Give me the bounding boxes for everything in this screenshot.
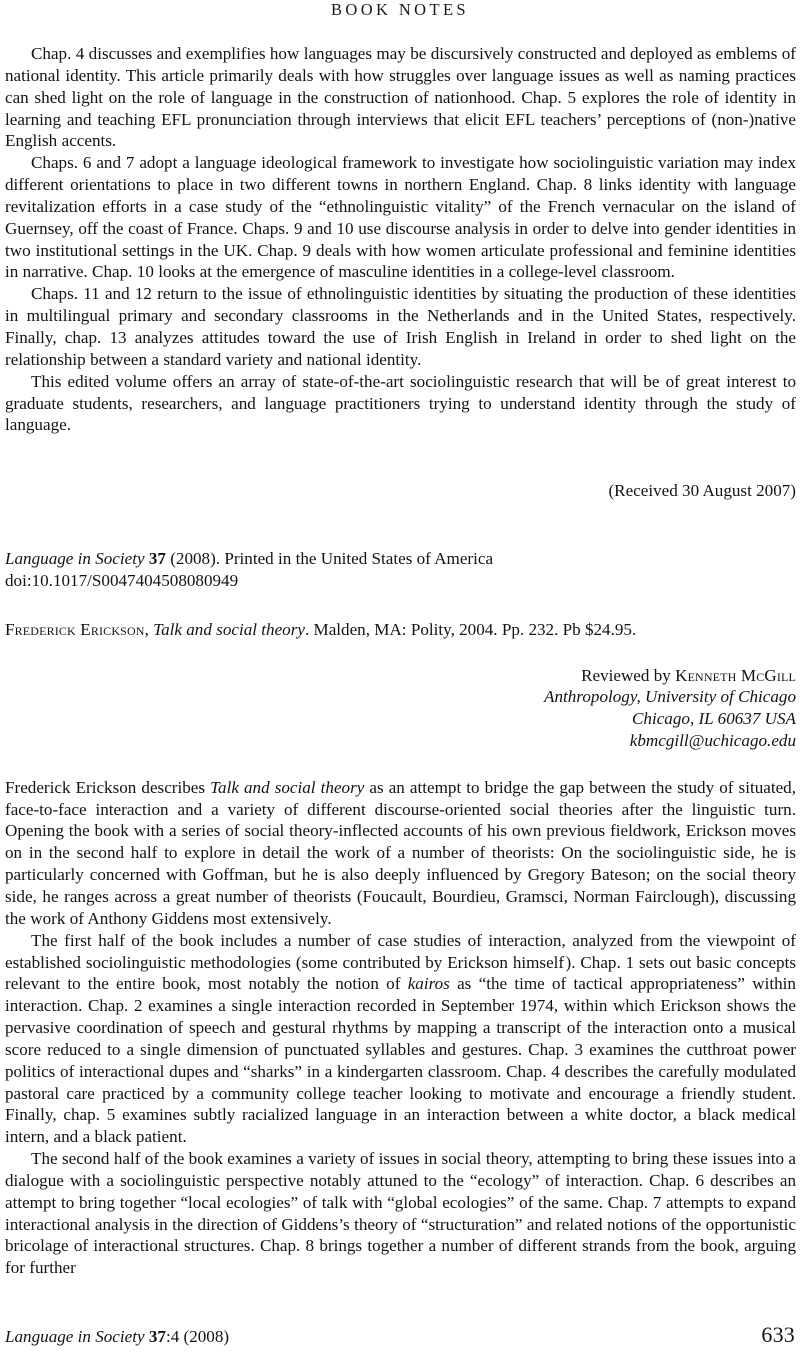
journal-printed-info: (2008). Printed in the United States of America xyxy=(165,549,494,569)
reviewer-block xyxy=(5,665,796,752)
book-notes-paragraph: Chaps. 11 and 12 return to the issue of ethnolinguistic identities by situating the production of these identities in multilingual primary and secondary classrooms in the Netherlands and in the United States, respectively. Finally, chap. 13 analyzes attitudes toward the use of Irish English in Ireland in order to shed light on the relationship between a standard variety and national identity. xyxy=(5,284,796,369)
reviewer-email: kbmcgill@uchicago.edu xyxy=(629,730,796,750)
text-column xyxy=(5,43,796,1279)
running-head: BOOK NOTES xyxy=(330,0,470,19)
page-number: 633 xyxy=(761,1322,795,1347)
journal-title: Language in Society xyxy=(5,549,145,569)
footer-volume: 37 xyxy=(148,1327,166,1346)
review-text-segment: as an attempt to bridge the gap between the study of situated, face-to-face interaction and a variety of different discourse-oriented social theories after the linguistic turn. Opening the book with a series of social theory-inflected accounts of his own previous fieldwork, Erickson moves on in the second half to explore in detail the work of a number of theorists: On the sociolinguistic side, he is particularly concerned with Goffman, but he is also deeply influenced by Gregory Bateson; on the social theory side, he ranges across a great number of theorists (Foucault, Bourdieu, Gramsci, Norman Fairclough), discussing the work of Anthony Giddens most extensively. xyxy=(5,777,796,928)
book-notes-paragraph: Chaps. 6 and 7 adopt a language ideological framework to investigate how sociolinguistic variation may index different orientations to place in two different towns in northern England. Chap. 8 links identity with language revitalization efforts in a case study of the “ethnolinguistic vitality” of the French vernacular on the island of Guernsey, off the coast of France. Chaps. 9 and 10 use discourse analysis in order to delve into gender identities in two institutional settings in the UK. Chap. 9 deals with how women articulate professional and feminine identities in narrative. Chap. 10 looks at the emergence of masculine identities in a college-level classroom. xyxy=(5,153,796,282)
book-title-mention: Talk and social theory xyxy=(210,777,365,797)
footer-issue-year: :4 (2008) xyxy=(165,1327,230,1346)
received-date: (Received 30 August 2007) xyxy=(608,481,796,501)
review-paragraph: The second half of the book examines a variety of issues in social theory, attempting to bring these issues into a dialogue with a sociolinguistic perspective notably attuned to the “ecology” of interaction. Chap. 6 describes an attempt to bring together “local ecologies” of talk with “global ecologies” of the same. Chap. 7 attempts to expand interactional analysis in the direction of Giddens’s theory of “structuration” and related notions of the opportunistic bricolage of interactional structures. Chap. 8 brings together a number of different strands from the book, arguing for further xyxy=(5,1149,796,1278)
doi-line: doi:10.1017/S0047404508080949 xyxy=(5,570,239,590)
book-author: Frederick Erickson xyxy=(5,619,145,639)
reviewed-by-label: Reviewed by xyxy=(581,665,676,685)
page-footer xyxy=(5,1324,795,1347)
spacer xyxy=(5,436,796,480)
review-text-segment: The first half of the book includes a number of case studies of interaction, analyzed from the viewpoint of established sociolinguistic methodologies (some contributed by Erickson himself ). Chap. 1 sets out basic concepts relevant to the entire book, most notably the notion of xyxy=(5,930,796,994)
review-body xyxy=(5,777,796,1279)
book-notes-paragraph: This edited volume offers an array of state-of-the-art sociolinguistic research that will be of great interest to graduate students, researchers, and language practitioners trying to understand identity through the study of language. xyxy=(5,371,796,435)
footer-journal-citation xyxy=(5,1326,229,1347)
journal-citation-line xyxy=(5,548,796,570)
reviewed-by-line xyxy=(5,665,796,687)
reviewed-book-header xyxy=(5,619,796,641)
journal-volume: 37 xyxy=(148,549,166,569)
book-publication-info: . Malden, MA: Polity, 2004. Pp. 232. Pb $24.95. xyxy=(304,619,637,639)
review-paragraph xyxy=(5,777,796,930)
reviewer-name: Kenneth McGill xyxy=(675,665,796,685)
book-title: Talk and social theory xyxy=(153,619,305,639)
review-paragraph xyxy=(5,930,796,1148)
footer-journal-title: Language in Society xyxy=(5,1327,145,1346)
reviewer-city: Chicago, IL 60637 USA xyxy=(632,709,796,729)
kairos-term: kairos xyxy=(407,974,450,994)
comma-separator: , xyxy=(144,619,154,639)
journal-citation-block xyxy=(5,548,796,592)
review-text-segment: as “the time of tactical appropriateness” within interaction. Chap. 2 examines a single interaction recorded in September 1974, within which Erickson shows the pervasive coordination of speech and gestural rhythms by mapping a transcript of the interaction onto a musical score reduced to a single dimension of punctuated syllables and gestures. Chap. 3 examines the cutthroat power politics of interactional dupes and “sharks” in a kindergarten classroom. Chap. 4 describes the carefully modulated pastoral care practiced by a community college teacher looking to motivate and encourage a friendly student. Finally, chap. 5 examines subtly racialized language in an interaction between a white doctor, a black medical intern, and a black patient. xyxy=(5,974,796,1147)
reviewer-affiliation: Anthropology, University of Chicago xyxy=(544,687,796,707)
book-notes-paragraph: Chap. 4 discusses and exemplifies how languages may be discursively constructed and deployed as emblems of national identity. This article primarily deals with how struggles over language issues as well as naming practices can shed light on the role of language in the construction of nationhood. Chap. 5 explores the role of identity in learning and teaching EFL pronunciation through interviews that elicit EFL teachers’ perceptions of (non-)native English accents. xyxy=(5,44,796,151)
review-text-segment: Frederick Erickson describes xyxy=(5,777,211,797)
